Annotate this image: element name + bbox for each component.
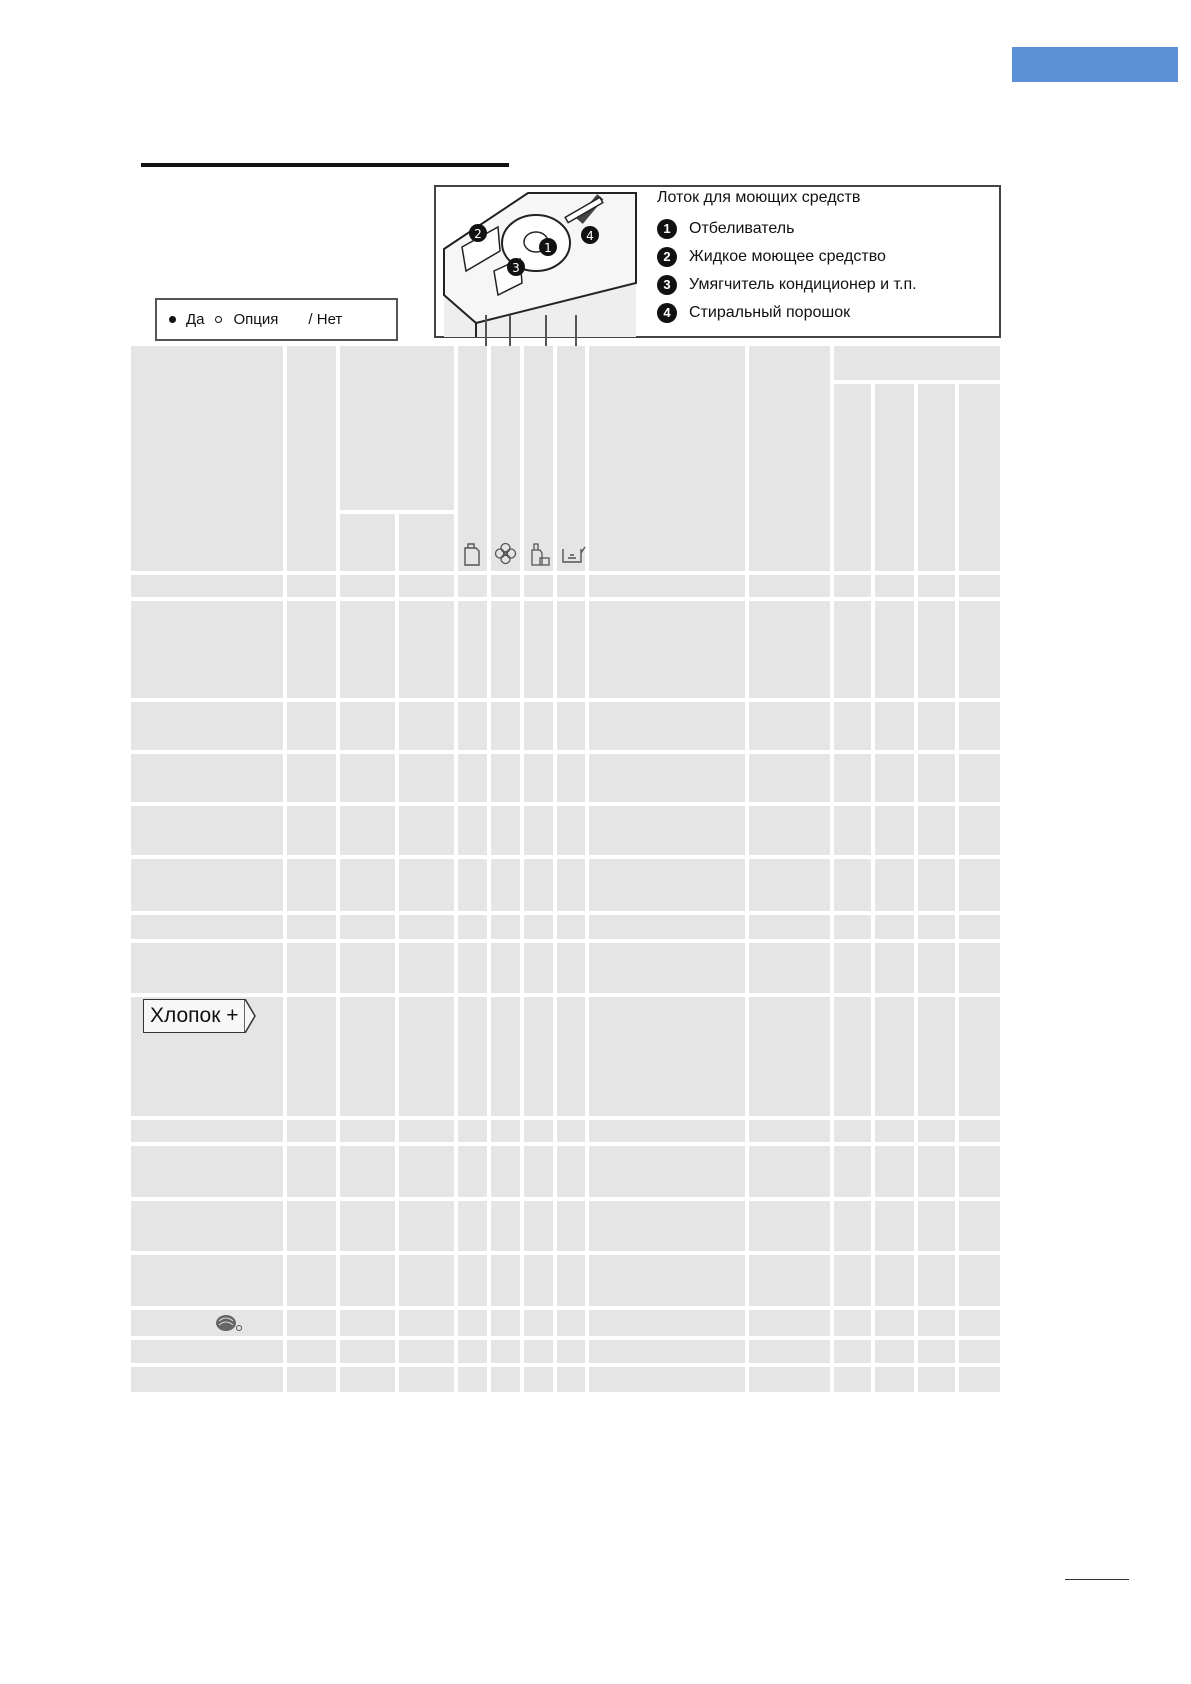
- table-cell: [340, 601, 395, 698]
- table-cell: [875, 1120, 914, 1142]
- table-cell: [491, 1255, 520, 1306]
- svg-text:2: 2: [474, 227, 482, 241]
- table-cell: [834, 859, 871, 911]
- table-cell: [340, 1340, 395, 1363]
- table-cell: [918, 1340, 955, 1363]
- table-cell: [918, 859, 955, 911]
- legend-box: [155, 298, 398, 341]
- table-cell: [589, 1201, 745, 1251]
- table-cell: [557, 575, 585, 597]
- table-cell: [287, 1310, 336, 1336]
- table-cell: [491, 1340, 520, 1363]
- table-cell: [287, 997, 336, 1116]
- table-cell: [458, 1120, 487, 1142]
- header-cell: [287, 346, 336, 571]
- table-cell: [875, 943, 914, 993]
- button-arrow-icon: [244, 999, 256, 1033]
- table-cell: [918, 915, 955, 939]
- table-cell: [287, 1367, 336, 1392]
- table-cell: [749, 1146, 830, 1197]
- table-cell: [131, 1120, 283, 1142]
- table-cell: [959, 1310, 1000, 1336]
- table-cell: [959, 997, 1000, 1116]
- table-cell: [287, 1201, 336, 1251]
- table-cell: [749, 1201, 830, 1251]
- table-cell: [524, 1120, 553, 1142]
- table-cell: [875, 1201, 914, 1251]
- table-cell: [131, 601, 283, 698]
- table-cell: [524, 1201, 553, 1251]
- table-cell: [491, 754, 520, 802]
- table-cell: [749, 575, 830, 597]
- header-cell: [340, 514, 395, 571]
- table-cell: [749, 1120, 830, 1142]
- table-cell: [959, 943, 1000, 993]
- table-cell: [287, 1120, 336, 1142]
- table-cell: [524, 806, 553, 855]
- table-cell: [287, 1255, 336, 1306]
- table-cell: [959, 754, 1000, 802]
- table-cell: [458, 702, 487, 750]
- table-cell: [749, 754, 830, 802]
- header-cell: [491, 346, 520, 571]
- header-cell: [959, 384, 1000, 571]
- table-cell: [589, 575, 745, 597]
- table-cell: [918, 575, 955, 597]
- table-cell: [340, 859, 395, 911]
- table-cell: [458, 575, 487, 597]
- table-cell: [131, 702, 283, 750]
- table-cell: [524, 915, 553, 939]
- table-cell: [834, 806, 871, 855]
- table-cell: [131, 806, 283, 855]
- table-cell: [287, 915, 336, 939]
- table-cell: [557, 997, 585, 1116]
- table-cell: [131, 1367, 283, 1392]
- tray-item-liquid: [657, 247, 886, 267]
- table-cell: [399, 575, 454, 597]
- header-cell: [918, 384, 955, 571]
- table-cell: [875, 601, 914, 698]
- svg-text:4: 4: [586, 229, 594, 243]
- table-cell: [875, 859, 914, 911]
- table-cell: [524, 702, 553, 750]
- table-cell: [491, 1201, 520, 1251]
- table-cell: [875, 806, 914, 855]
- table-cell: [131, 754, 283, 802]
- svg-text:3: 3: [512, 261, 520, 275]
- table-cell: [959, 702, 1000, 750]
- table-cell: [340, 575, 395, 597]
- header-cell: [749, 346, 830, 571]
- detergent-icons: [458, 540, 587, 567]
- table-cell: [918, 806, 955, 855]
- table-cell: [875, 575, 914, 597]
- table-cell: [458, 915, 487, 939]
- table-cell: [875, 997, 914, 1116]
- table-cell: [959, 915, 1000, 939]
- table-cell: [589, 601, 745, 698]
- table-cell: [399, 1120, 454, 1142]
- header-cell: [875, 384, 914, 571]
- table-cell: [131, 1201, 283, 1251]
- table-cell: [557, 943, 585, 993]
- table-cell: [749, 1255, 830, 1306]
- table-cell: [458, 1201, 487, 1251]
- table-cell: [399, 997, 454, 1116]
- table-cell: [875, 702, 914, 750]
- table-cell: [287, 943, 336, 993]
- table-cell: [959, 1367, 1000, 1392]
- table-cell: [524, 754, 553, 802]
- header-cell: [340, 346, 454, 510]
- table-cell: [557, 859, 585, 911]
- table-cell: [399, 806, 454, 855]
- table-cell: [589, 754, 745, 802]
- table-cell: [834, 943, 871, 993]
- tray-item-label: Жидкое моющее средство: [689, 248, 886, 265]
- table-cell: [589, 702, 745, 750]
- table-cell: [959, 806, 1000, 855]
- table-cell: [131, 859, 283, 911]
- table-cell: [524, 1367, 553, 1392]
- table-cell: [491, 1120, 520, 1142]
- table-cell: [589, 859, 745, 911]
- table-cell: [589, 997, 745, 1116]
- table-cell: [749, 1340, 830, 1363]
- table-cell: [399, 1255, 454, 1306]
- table-cell: [340, 754, 395, 802]
- table-cell: [524, 1310, 553, 1336]
- table-cell: [491, 1367, 520, 1392]
- wool-icon: [214, 1311, 244, 1333]
- table-cell: [491, 702, 520, 750]
- option-circle-icon: [215, 316, 222, 323]
- table-cell: [557, 1146, 585, 1197]
- table-cell: [834, 575, 871, 597]
- table-cell: [131, 1255, 283, 1306]
- table-cell: [557, 1310, 585, 1336]
- table-cell: [491, 859, 520, 911]
- header-cell: [399, 514, 454, 571]
- table-cell: [834, 997, 871, 1116]
- table-cell: [589, 1340, 745, 1363]
- table-cell: [131, 915, 283, 939]
- number-badge: 1: [657, 219, 677, 239]
- table-cell: [131, 575, 283, 597]
- table-cell: [589, 1255, 745, 1306]
- cotton-plus-label: Хлопок +: [150, 1004, 239, 1027]
- yes-dot-icon: [169, 316, 176, 323]
- table-cell: [959, 601, 1000, 698]
- liquid-detergent-icon: [458, 540, 485, 567]
- table-cell: [340, 1201, 395, 1251]
- table-cell: [458, 1367, 487, 1392]
- table-cell: [399, 702, 454, 750]
- table-cell: [875, 1255, 914, 1306]
- table-cell: [340, 943, 395, 993]
- table-cell: [918, 1120, 955, 1142]
- table-cell: [340, 806, 395, 855]
- table-cell: [875, 1310, 914, 1336]
- table-cell: [340, 1146, 395, 1197]
- table-cell: [287, 806, 336, 855]
- table-cell: [340, 915, 395, 939]
- table-cell: [749, 915, 830, 939]
- section-tab: [1012, 47, 1178, 82]
- table-cell: [399, 859, 454, 911]
- table-cell: [287, 702, 336, 750]
- number-badge: 3: [657, 275, 677, 295]
- table-cell: [131, 943, 283, 993]
- table-cell: [589, 1146, 745, 1197]
- table-cell: [959, 859, 1000, 911]
- table-cell: [340, 1367, 395, 1392]
- table-cell: [399, 1201, 454, 1251]
- softener-icon: [492, 540, 519, 567]
- table-cell: [918, 702, 955, 750]
- table-cell: [458, 943, 487, 993]
- table-cell: [557, 915, 585, 939]
- table-cell: [491, 601, 520, 698]
- table-cell: [399, 1146, 454, 1197]
- table-cell: [340, 1310, 395, 1336]
- table-cell: [458, 601, 487, 698]
- table-cell: [399, 1367, 454, 1392]
- table-cell: [959, 575, 1000, 597]
- table-cell: [875, 1367, 914, 1392]
- table-cell: [875, 754, 914, 802]
- number-badge: 2: [657, 247, 677, 267]
- table-cell: [399, 1340, 454, 1363]
- table-cell: [589, 1310, 745, 1336]
- legend-yes-label: Да: [186, 311, 205, 328]
- tray-title: Лоток для моющих средств: [657, 189, 861, 206]
- table-cell: [875, 1340, 914, 1363]
- table-cell: [458, 754, 487, 802]
- header-cell: [458, 346, 487, 571]
- table-cell: [491, 575, 520, 597]
- table-cell: [557, 1201, 585, 1251]
- header-cell: [131, 346, 283, 571]
- table-cell: [959, 1120, 1000, 1142]
- table-cell: [589, 915, 745, 939]
- table-cell: [918, 1146, 955, 1197]
- table-cell: [491, 915, 520, 939]
- tray-item-label: Отбеливатель: [689, 220, 795, 237]
- table-cell: [918, 1367, 955, 1392]
- table-cell: [589, 806, 745, 855]
- table-cell: [749, 859, 830, 911]
- table-cell: [524, 1340, 553, 1363]
- tray-item-bleach: [657, 219, 794, 239]
- table-cell: [557, 1340, 585, 1363]
- table-cell: [918, 997, 955, 1116]
- table-cell: [131, 1340, 283, 1363]
- table-cell: [834, 754, 871, 802]
- header-cell: [589, 346, 745, 571]
- table-cell: [875, 915, 914, 939]
- tray-item-label: Умягчитель кондиционер и т.п.: [689, 276, 917, 293]
- table-cell: [458, 1340, 487, 1363]
- bleach-icon: [526, 540, 553, 567]
- table-cell: [557, 1255, 585, 1306]
- table-cell: [557, 601, 585, 698]
- table-cell: [340, 997, 395, 1116]
- tray-item-powder: [657, 303, 850, 323]
- header-cell: [524, 346, 553, 571]
- table-cell: [589, 943, 745, 993]
- table-cell: [399, 1310, 454, 1336]
- tray-item-label: Стиральный порошок: [689, 304, 851, 321]
- table-cell: [959, 1201, 1000, 1251]
- table-cell: [749, 1310, 830, 1336]
- table-cell: [875, 1146, 914, 1197]
- table-cell: [918, 943, 955, 993]
- table-cell: [491, 1146, 520, 1197]
- table-cell: [918, 1201, 955, 1251]
- table-cell: [340, 702, 395, 750]
- table-cell: [834, 1146, 871, 1197]
- table-cell: [959, 1146, 1000, 1197]
- table-cell: [959, 1255, 1000, 1306]
- table-cell: [557, 702, 585, 750]
- table-cell: [834, 601, 871, 698]
- table-cell: [749, 943, 830, 993]
- table-cell: [287, 754, 336, 802]
- table-cell: [557, 754, 585, 802]
- table-cell: [131, 1146, 283, 1197]
- table-cell: [524, 1255, 553, 1306]
- table-cell: [287, 1146, 336, 1197]
- table-cell: [749, 1367, 830, 1392]
- table-cell: [524, 997, 553, 1116]
- header-cell: [557, 346, 585, 571]
- table-cell: [918, 1255, 955, 1306]
- table-cell: [340, 1255, 395, 1306]
- table-cell: [834, 1120, 871, 1142]
- table-cell: [918, 754, 955, 802]
- table-cell: [918, 601, 955, 698]
- table-cell: [834, 1255, 871, 1306]
- table-cell: [399, 915, 454, 939]
- table-cell: [749, 601, 830, 698]
- table-cell: [399, 754, 454, 802]
- page-number-rule: [1065, 1579, 1129, 1580]
- table-cell: [131, 1310, 283, 1336]
- table-cell: [287, 1340, 336, 1363]
- table-cell: [458, 806, 487, 855]
- table-cell: [834, 915, 871, 939]
- table-cell: [491, 806, 520, 855]
- table-cell: [557, 1367, 585, 1392]
- table-cell: [834, 1367, 871, 1392]
- svg-text:1: 1: [544, 241, 552, 255]
- table-cell: [491, 943, 520, 993]
- header-cell: [834, 346, 1000, 380]
- legend-no-label: / Нет: [308, 311, 343, 328]
- table-cell: [959, 1340, 1000, 1363]
- table-cell: [524, 1146, 553, 1197]
- table-cell: [399, 943, 454, 993]
- table-cell: [589, 1120, 745, 1142]
- table-cell: [524, 943, 553, 993]
- powder-icon: [560, 540, 587, 567]
- table-cell: [458, 859, 487, 911]
- table-cell: [524, 859, 553, 911]
- tray-item-softener: [657, 275, 917, 295]
- table-cell: [918, 1310, 955, 1336]
- table-cell: [458, 997, 487, 1116]
- table-cell: [749, 702, 830, 750]
- table-cell: [589, 1367, 745, 1392]
- table-cell: [749, 997, 830, 1116]
- table-cell: [524, 601, 553, 698]
- table-cell: [399, 601, 454, 698]
- table-cell: [557, 806, 585, 855]
- cotton-plus-program-button: [143, 999, 245, 1033]
- table-cell: [834, 1340, 871, 1363]
- legend-option-label: Опция: [233, 311, 279, 328]
- table-cell: [491, 1310, 520, 1336]
- table-cell: [340, 1120, 395, 1142]
- table-cell: [834, 702, 871, 750]
- table-cell: [287, 575, 336, 597]
- table-cell: [557, 1120, 585, 1142]
- table-cell: [749, 806, 830, 855]
- table-cell: [287, 601, 336, 698]
- table-cell: [458, 1255, 487, 1306]
- table-cell: [834, 1310, 871, 1336]
- header-cell: [834, 384, 871, 571]
- table-cell: [458, 1310, 487, 1336]
- number-badge: 4: [657, 303, 677, 323]
- title-underline: [141, 163, 509, 167]
- table-cell: [491, 997, 520, 1116]
- table-cell: [834, 1201, 871, 1251]
- table-cell: [524, 575, 553, 597]
- table-cell: [458, 1146, 487, 1197]
- table-cell: [287, 859, 336, 911]
